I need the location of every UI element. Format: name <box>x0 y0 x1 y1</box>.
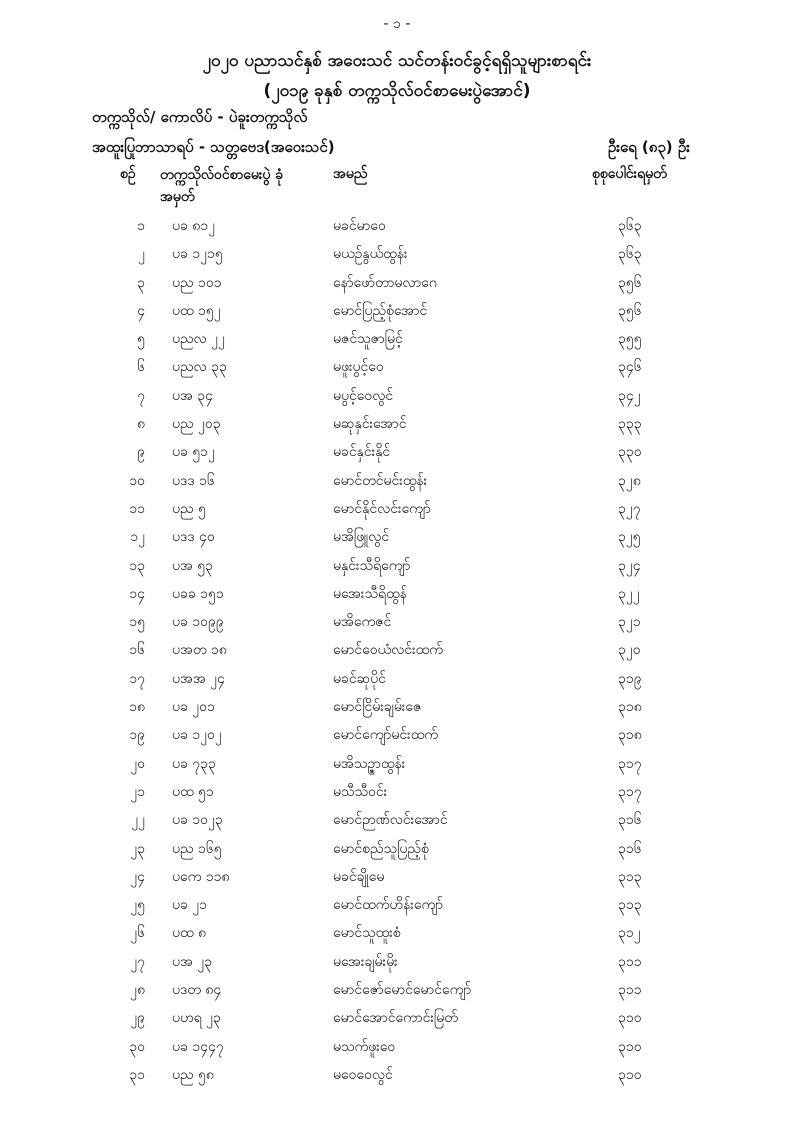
student-name: မအိသဉ္ဇာထွန်း <box>333 755 406 772</box>
student-name: မောင်ဝေယံလင်းထက် <box>333 642 443 659</box>
table-row <box>0 523 794 551</box>
roll-number: ပအအ ၂၄ <box>172 670 225 687</box>
student-name: မသီသီဝင်း <box>333 783 388 800</box>
row-number: ၂၀ <box>130 755 145 772</box>
row-number: ၁၄ <box>129 585 145 602</box>
document-subtitle: (၂၀၁၉ ခုနှစ် တက္ကသိုလ်ဝင်စာမေးပွဲအောင်) <box>263 81 531 101</box>
total-marks: ၃၂၀ <box>618 642 641 659</box>
student-name: မောင်သူထူးစံ <box>333 925 401 942</box>
row-number: ၂၅ <box>130 897 145 914</box>
student-name: မခင်ဆုပိုင် <box>333 670 386 687</box>
row-number: ၆ <box>137 359 145 376</box>
student-name: မအေးချမ်းမိုး <box>333 953 398 970</box>
header-total-marks: စုစုပေါင်းရမှတ် <box>592 166 667 182</box>
row-number: ၃၁ <box>129 1066 145 1083</box>
table-row <box>0 863 794 891</box>
roll-number: ပခ ၂၀၁ <box>172 699 215 716</box>
total-marks: ၃၄၂ <box>618 387 641 404</box>
row-number: ၃၀ <box>129 1038 145 1055</box>
roll-number: ပခ ၂၁ <box>172 897 208 914</box>
total-marks: ၃၁၁ <box>618 953 642 970</box>
student-name: မောင်ဇော်မောင်မောင်ကျော် <box>333 982 472 999</box>
total-marks: ၃၁၈ <box>618 727 642 744</box>
table-row <box>0 580 794 608</box>
table-row <box>0 382 794 410</box>
student-name: မဆုနှင်းအောင် <box>333 416 407 433</box>
header-roll-number: တက္ကသိုလ်ဝင်စာမေးပွဲ ခုံအမှတ် <box>160 167 284 205</box>
roll-number: ပအ ၅၃ <box>172 557 214 574</box>
student-name: မောင်တင်မင်းထွန်း <box>333 472 428 489</box>
table-row <box>0 495 794 523</box>
table-row <box>0 976 794 1004</box>
row-number: ၂၈ <box>130 982 145 999</box>
row-number: ၂၃ <box>130 840 145 857</box>
student-name: မောင်ကျော်မင်းထက် <box>333 727 438 744</box>
total-marks: ၃၁၂ <box>618 925 641 942</box>
row-number: ၉ <box>137 444 145 461</box>
roll-number: ပည ၅ <box>172 500 206 517</box>
roll-number: ပအ ၂၃ <box>172 953 213 970</box>
student-name: မောင်စည်သူပြည့်စုံ <box>333 840 429 857</box>
total-marks: ၃၁၆ <box>618 840 642 857</box>
roll-number: ပခ ၁၂၁၅ <box>172 246 223 263</box>
row-number: ၁၆ <box>129 642 145 659</box>
row-number: ၂၇ <box>130 953 145 970</box>
table-row <box>0 721 794 749</box>
table-row <box>0 1004 794 1032</box>
table-row <box>0 1033 794 1061</box>
table-row <box>0 778 794 806</box>
row-number: ၂၄ <box>130 868 145 885</box>
roll-number: ပခ ၈၁၂ <box>172 218 216 234</box>
student-name: မခင်ချိုမေ <box>333 868 385 885</box>
student-name: မသက်ဖူးဝေ <box>333 1038 396 1055</box>
total-marks: ၃၃၀ <box>618 444 642 461</box>
student-name: မောင်နိုင်လင်းကျော် <box>333 500 431 517</box>
total-marks: ၃၂၇ <box>618 500 641 517</box>
row-number: ၅ <box>137 331 145 348</box>
table-row <box>0 919 794 947</box>
subject-line: အထူးပြုဘာသာရပ် - သတ္တဗေဒ(အဝေးသင်) <box>92 138 335 156</box>
student-name: မဇင်သူဇာမြင့် <box>333 331 403 348</box>
row-number: ၄ <box>137 302 145 319</box>
row-number: ၁၀ <box>129 472 145 489</box>
row-number: ၇ <box>137 387 145 404</box>
header-name: အမည် <box>333 166 368 182</box>
roll-number: ပဒဒ ၄၀ <box>172 529 215 546</box>
table-row <box>0 552 794 580</box>
table-row <box>0 467 794 495</box>
roll-number: ပညလ ၂၂ <box>172 331 225 348</box>
table-row <box>0 325 794 353</box>
table-row <box>0 665 794 693</box>
table-row <box>0 806 794 834</box>
student-name: မောင်ငြိမ်းချမ်းဇေ <box>333 699 422 716</box>
row-number: ၁၂ <box>130 529 145 546</box>
student-name: မအေးသီရိထွန် <box>333 585 407 602</box>
table-row <box>0 948 794 976</box>
total-marks: ၃၁၈ <box>618 699 642 716</box>
table-row <box>0 636 794 664</box>
total-marks: ၃၆၃ <box>618 246 642 263</box>
total-marks: ၃၄၆ <box>618 359 642 376</box>
student-name: မောင်အောင်ကောင်းမြတ် <box>333 1010 458 1027</box>
row-number: ၁၃ <box>129 557 145 574</box>
roll-number: ပည ၂၀၃ <box>172 416 221 433</box>
total-marks: ၃၂၅ <box>618 529 641 546</box>
table-row <box>0 353 794 381</box>
table-row <box>0 212 794 240</box>
roll-number: ပဒတ ၈၄ <box>172 982 222 999</box>
total-marks: ၃၂၂ <box>618 585 640 602</box>
table-row <box>0 438 794 466</box>
total-marks: ၃၅၆ <box>618 274 642 291</box>
row-number: ၁ <box>137 218 145 234</box>
row-number: ၂ <box>138 246 145 263</box>
total-marks: ၃၁၆ <box>618 812 642 829</box>
table-row <box>0 750 794 778</box>
row-number: ၂၆ <box>130 925 145 942</box>
total-marks: ၃၁၃ <box>618 897 642 914</box>
row-number: ၂၁ <box>130 783 145 800</box>
student-list <box>0 212 794 1089</box>
student-name: မအိဖြူလွင် <box>333 529 390 546</box>
roll-number: ပဒဒ ၁၆ <box>172 472 215 489</box>
student-name: မောင်ပြည့်စုံအောင် <box>333 302 428 319</box>
roll-number: ပခ ၁၂၀၂ <box>172 727 222 744</box>
total-marks: ၃၁၃ <box>618 868 642 885</box>
total-marks: ၃၁၀ <box>618 1066 642 1083</box>
student-name: မောင်ဉာဏ်လင်းအောင် <box>333 812 448 829</box>
row-number: ၈ <box>137 416 145 433</box>
table-row <box>0 297 794 325</box>
row-number: ၃ <box>137 274 145 291</box>
table-row <box>0 835 794 863</box>
roll-number: ပခ ၇၃၃ <box>172 755 216 772</box>
roll-number: ပဟရ ၂၃ <box>172 1010 221 1027</box>
row-number: ၁၁ <box>129 500 145 517</box>
total-marks: ၃၂၁ <box>618 614 641 631</box>
table-row <box>0 608 794 636</box>
total-marks: ၃၁၀ <box>618 1038 642 1055</box>
total-marks: ၃၁၇ <box>618 783 642 800</box>
row-number: ၂၉ <box>130 1010 145 1027</box>
total-marks: ၃၁၀ <box>618 1010 642 1027</box>
roll-number: ပခ ၁၀၉၉ <box>172 614 224 631</box>
document-title: ၂၀၂၀ ပညာသင်နှစ် အဝေးသင် သင်တန်းဝင်ခွင့်ရရှိသူများစာရင်း <box>202 51 592 71</box>
header-no: စဉ် <box>120 166 136 182</box>
roll-number: ပခခ ၁၅၁ <box>172 585 224 602</box>
student-name: မနှင်းသီရိကျော် <box>333 557 411 574</box>
roll-number: ပခ ၁၄၄၇ <box>172 1038 224 1055</box>
roll-number: ပည ၅၈ <box>172 1066 214 1083</box>
roll-number: ပထ ၈ <box>172 925 206 942</box>
table-row <box>0 269 794 297</box>
table-row <box>0 410 794 438</box>
roll-number: ပကေ ၁၁၈ <box>172 868 230 885</box>
student-name: မောင်ထက်ဟိန်းကျော် <box>333 897 444 914</box>
student-name: မအိကေဇင် <box>333 614 392 631</box>
total-marks: ၃၅၆ <box>618 302 642 319</box>
row-number: ၁၇ <box>129 670 145 687</box>
total-marks: ၃၅၅ <box>618 331 642 348</box>
student-name: နော်ဖော်တာမလာဂေ <box>333 274 437 291</box>
roll-number: ပည ၁၀၁ <box>172 274 222 291</box>
roll-number: ပခ ၅၁၂ <box>172 444 215 461</box>
row-number: ၁၉ <box>129 727 145 744</box>
row-number: ၁၅ <box>129 614 145 631</box>
table-row <box>0 240 794 268</box>
table-row <box>0 693 794 721</box>
total-marks: ၃၃၃ <box>618 416 642 433</box>
roll-number: ပည ၁၆၅ <box>172 840 222 857</box>
roll-number: ပအတ ၁၈ <box>172 642 227 659</box>
student-count: ဦးရေ (၈၃) ဦး <box>607 138 690 156</box>
total-marks: ၃၆၃ <box>618 218 642 234</box>
roll-number: ပအ ၃၄ <box>172 387 214 404</box>
university-line: တက္ကသိုလ်/ ကောလိပ် - ပဲခူးတက္ကသိုလ် <box>92 108 308 126</box>
row-number: ၁၈ <box>129 699 145 716</box>
student-name: မဖူးပွင့်ဝေ <box>333 359 384 376</box>
roll-number: ပထ ၅၁ <box>172 783 214 800</box>
total-marks: ၃၁၁ <box>618 982 642 999</box>
table-row <box>0 1061 794 1089</box>
student-name: မပွင့်ဝေလွင် <box>333 387 394 404</box>
table-row <box>0 891 794 919</box>
student-name: မယဉ်နွယ်ထွန်း <box>333 246 408 263</box>
student-name: မခင်နှင်းနိုင် <box>333 444 391 461</box>
student-name: မခင်မာဝေ <box>333 218 386 234</box>
total-marks: ၃၂၈ <box>618 472 641 489</box>
student-name: မဝေဝေလွင် <box>333 1066 393 1083</box>
roll-number: ပခ ၁၀၂၃ <box>172 812 223 829</box>
total-marks: ၃၂၄ <box>618 557 641 574</box>
roll-number: ပထ ၁၅၂ <box>172 302 221 319</box>
total-marks: ၃၁၇ <box>618 755 642 772</box>
total-marks: ၃၁၉ <box>618 670 642 687</box>
row-number: ၂၂ <box>131 812 145 829</box>
page-number: - ၁ - <box>383 16 411 32</box>
roll-number: ပညလ ၃၃ <box>172 359 227 376</box>
